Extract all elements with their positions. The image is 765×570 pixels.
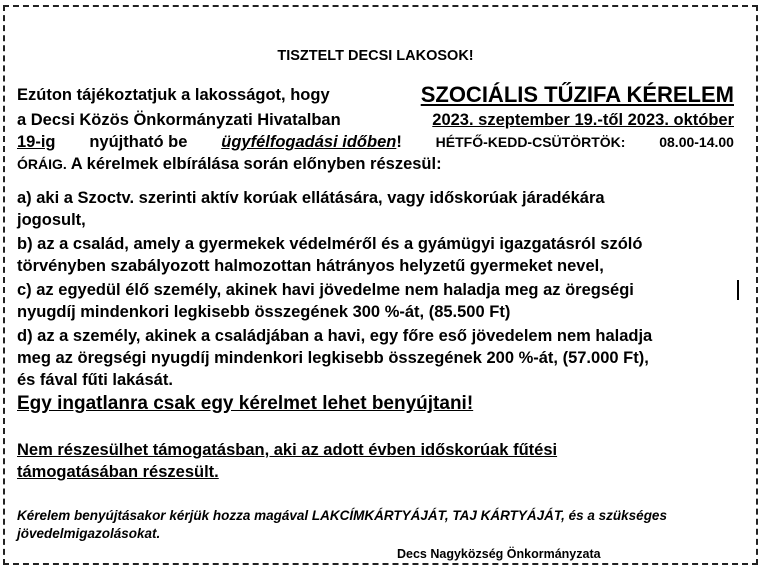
condition-c-line-2: nyugdíj mindenkori legkisebb összegének 300 %-át, (85.500 Ft) <box>17 303 511 321</box>
signature: Decs Nagyközség Önkormányzata <box>397 547 601 561</box>
submission-end-date: 19-ig <box>17 133 56 151</box>
firewood-request-heading: SZOCIÁLIS TŰZIFA KÉRELEM <box>420 82 734 107</box>
priority-intro: A kérelmek elbírálása során előnyben részesül: <box>70 155 442 173</box>
condition-d-line-2: meg az öregségi nyugdíj mindenkori legkisebb összegének 200 %-át, (57.000 Ft), <box>17 349 649 367</box>
intro-line-2 <box>17 110 734 130</box>
documents-note-line-1: Kérelem benyújtásakor kérjük hozza magával LAKCÍMKÁRTYÁJÁT, TAJ KÁRTYÁJÁT, és a szükséges <box>17 508 667 523</box>
intro-line-3 <box>17 132 734 152</box>
submission-text: nyújtható be <box>89 133 188 151</box>
office-days: HÉTFŐ-KEDD-CSÜTÖRTÖK: <box>435 134 626 150</box>
condition-c-line-1: c) az egyedül élő személy, akinek havi jövedelme nem haladja meg az öregségi <box>17 281 634 299</box>
intro-text: Ezúton tájékoztatjuk a lakosságot, hogy <box>17 86 330 104</box>
office-name: a Decsi Közös Önkormányzati Hivatalban <box>17 111 341 129</box>
margin-mark <box>737 280 739 300</box>
intro-line-1 <box>17 82 734 108</box>
condition-d-line-1: d) az a személy, akinek a családjában a havi, egy főre eső jövedelem nem haladja <box>17 327 653 345</box>
office-hours-label: ügyfélfogadási időben <box>221 133 397 151</box>
exclamation: ! <box>396 133 402 151</box>
office-time: 08.00-14.00 <box>659 134 734 150</box>
documents-note-line-2: jövedelmigazolásokat. <box>17 526 161 541</box>
exclusion-line-1: Nem részesülhet támogatásban, aki az adott évben időskorúak fűtési <box>17 441 558 459</box>
condition-b-line-1: b) az a család, amely a gyermekek védelméről és a gyámügyi igazgatásról szóló <box>17 235 643 253</box>
office-hours-suffix: ÓRÁIG. <box>17 156 67 172</box>
submission-period: 2023. szeptember 19.-től 2023. október <box>432 111 734 129</box>
intro-line-4 <box>17 154 734 174</box>
condition-a-line-2: jogosult, <box>17 211 86 229</box>
condition-d-line-3: és fával fűti lakását. <box>17 371 173 389</box>
condition-a-text: a) aki a Szoctv. szerinti aktív korúak ellátására, vagy időskorúak járadékára <box>17 189 605 207</box>
exclusion-line-2: támogatásában részesült. <box>17 463 219 481</box>
condition-a-line-1 <box>17 188 734 208</box>
one-request-warning: Egy ingatlanra csak egy kérelmet lehet benyújtani! <box>17 393 474 414</box>
notice-title: TISZTELT DECSI LAKOSOK! <box>277 48 474 64</box>
condition-b-line-2: törvényben szabályozott halmozottan hátrányos helyzetű gyermeket nevel, <box>17 257 604 275</box>
